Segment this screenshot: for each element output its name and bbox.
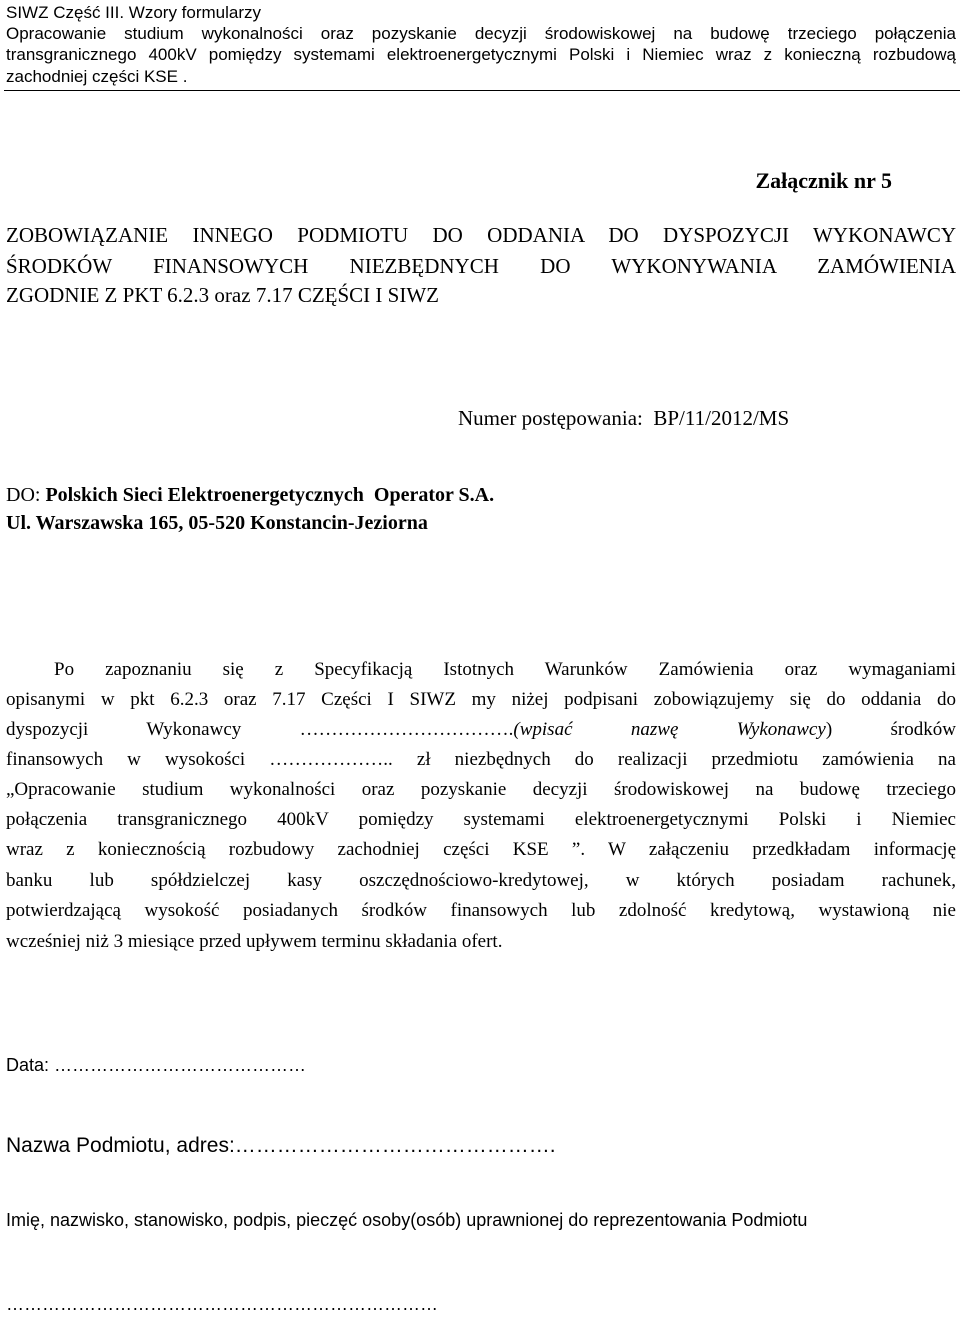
body-line-2: opisanymi w pkt 6.2.3 oraz 7.17 Części I SIWZ my niżej podpisani zobowiązujemy się do oddania do: [6, 689, 956, 710]
body-line-1: Po zapoznaniu się z Specyfikacją Istotnych Warunków Zamówienia oraz wymaganiami: [54, 659, 956, 680]
title-line-1: ZOBOWIĄZANIE INNEGO PODMIOTU DO ODDANIA DO DYSPOZYCJI WYKONAWCY: [6, 223, 956, 247]
body-line-3: [6, 716, 956, 744]
body-line-3-end: ) środków: [825, 719, 956, 740]
signature-caption: Imię, nazwisko, stanowisko, podpis, pieczęć osoby(osób) uprawnionej do reprezentowania Podmiotu: [6, 1210, 808, 1230]
body-line-8: banku lub spółdzielczej kasy oszczędnościowo-kredytowej, w których posiadam rachunek,: [6, 870, 956, 891]
wykonawca-hint: (wpisać nazwę Wykonawcy: [513, 719, 826, 740]
date-field: Data: ……………………………………: [6, 1055, 307, 1075]
header-line-1: Opracowanie studium wykonalności oraz pozyskanie decyzji środowiskowej na budowę trzeciego połączenia: [6, 24, 956, 43]
body-line-7: wraz z koniecznością rozbudowy zachodniej części KSE ”. W załączeniu przedkładam informację: [6, 839, 956, 860]
addressee-prefix: DO:: [6, 484, 41, 506]
wykonawca-blank: dyspozycji Wykonawcy …………………………….: [6, 719, 514, 740]
case-number-label: Numer postępowania:: [458, 406, 643, 430]
body-line-9: potwierdzającą wysokość posiadanych środków finansowych lub zdolność kredytową, wystawioną nie: [6, 900, 956, 921]
entity-name-address-field: Nazwa Podmiotu, adres:……………………………………….: [6, 1134, 556, 1157]
header-line-3: zachodniej części KSE .: [6, 67, 188, 86]
case-number: [458, 406, 789, 431]
attachment-number: Załącznik nr 5: [755, 168, 892, 193]
signature-dots: ………………………………………………………………: [6, 1294, 438, 1314]
addressee-name: Polskich Sieci Elektroenergetycznych Operator S.A.: [40, 484, 495, 506]
addressee-address: Ul. Warszawska 165, 05-520 Konstancin-Jeziorna: [6, 512, 428, 534]
body-line-10: wcześniej niż 3 miesiące przed upływem terminu składania ofert.: [6, 931, 503, 952]
case-number-value: BP/11/2012/MS: [653, 406, 790, 430]
addressee-line: [6, 484, 494, 507]
header-divider: [4, 90, 960, 91]
body-line-5: „Opracowanie studium wykonalności oraz pozyskanie decyzji środowiskowej na budowę trzeciego: [6, 779, 956, 800]
title-line-2: ŚRODKÓW FINANSOWYCH NIEZBĘDNYCH DO WYKONYWANIA ZAMÓWIENIA: [6, 254, 956, 278]
header-line-2: transgranicznego 400kV pomiędzy systemami elektroenergetycznymi Polski i Niemiec wraz z konieczną rozbudową: [6, 45, 956, 64]
body-line-4: finansowych w wysokości ……………….. zł niezbędnych do realizacji przedmiotu zamówienia na: [6, 749, 956, 770]
title-line-3: ZGODNIE Z PKT 6.2.3 oraz 7.17 CZĘŚCI I SIWZ: [6, 283, 439, 307]
body-line-6: połączenia transgranicznego 400kV pomiędzy systemami elektroenergetycznymi Polski i Niemiec: [6, 809, 956, 830]
header-part: SIWZ Część III. Wzory formularzy: [6, 3, 262, 22]
